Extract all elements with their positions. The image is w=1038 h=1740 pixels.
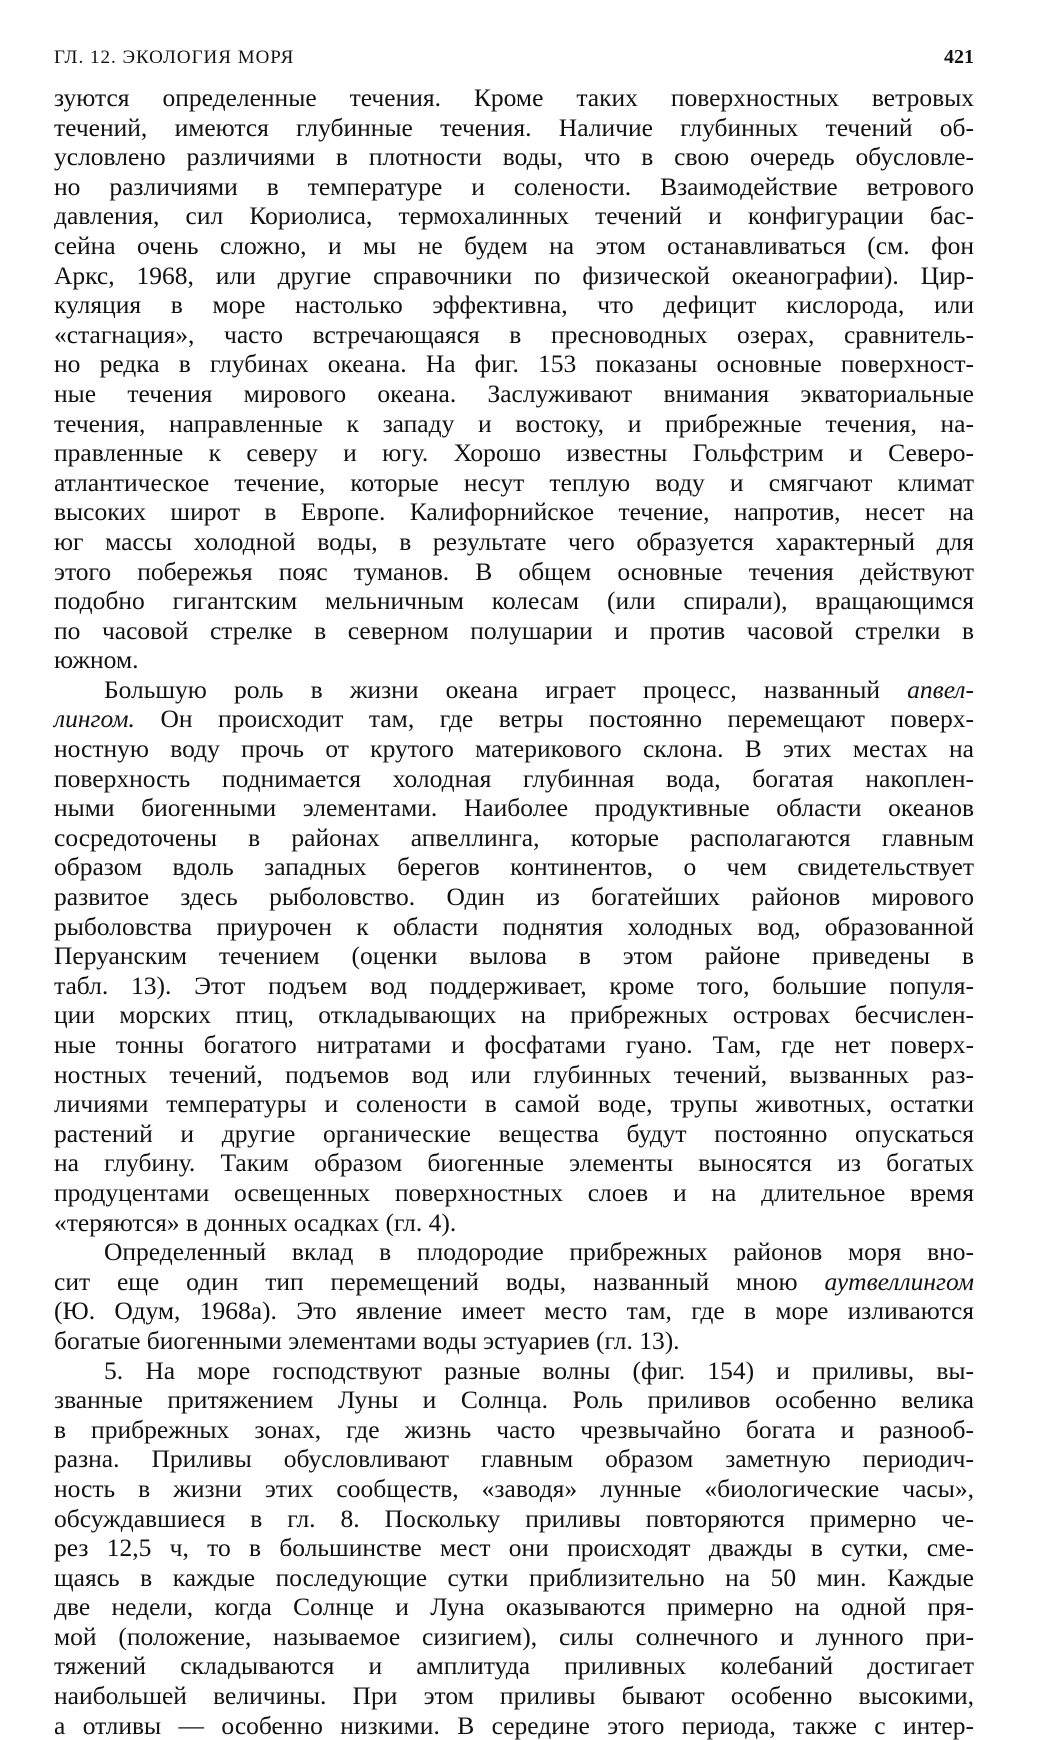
line-text: наибольшей величины. При этом приливы бывают особенно высокими, (54, 1681, 974, 1711)
page-number: 421 (944, 46, 974, 68)
text-line (54, 1651, 974, 1681)
text-line (54, 438, 974, 468)
line-text: тяжений складываются и амплитуда приливных колебаний достигает (54, 1651, 974, 1681)
line-text: на глубину. Таким образом биогенные элементы выносятся из богатых (54, 1148, 974, 1178)
line-text: сосредоточены в районах апвеллинга, которые располагаются главным (54, 822, 974, 852)
text-line (54, 734, 974, 764)
line-text: этого побережья пояс туманов. В общем основные течения действуют (54, 556, 974, 586)
text-line (54, 320, 974, 350)
body-text (54, 83, 974, 1740)
text-line (54, 1681, 974, 1711)
text-line (54, 941, 974, 971)
text-line (54, 645, 974, 675)
text-line (54, 1089, 974, 1119)
text-line (54, 527, 974, 557)
line-text: юг массы холодной воды, в результате чего образуется характерный для (54, 526, 974, 556)
line-text: табл. 13). Этот подъем вод поддерживает, кроме того, большие популя- (54, 970, 974, 1000)
line-text: развитое здесь рыболовство. Один из богатейших районов мирового (54, 882, 974, 912)
line-text: 5. На море господствуют разные волны (фиг. 154) и приливы, вы- (104, 1355, 974, 1385)
line-text: сит еще один тип перемещений воды, названный мною (54, 1266, 825, 1296)
text-line (54, 1178, 974, 1208)
book-page (54, 46, 974, 1740)
italic-term: апвел- (907, 674, 974, 704)
text-line (54, 497, 974, 527)
text-line (54, 1119, 974, 1149)
line-text: Аркс, 1968, или другие справочники по физической океанографии). Цир- (54, 260, 974, 290)
line-text: поверхность поднимается холодная глубинная вода, богатая накоплен- (54, 763, 974, 793)
text-line (54, 113, 974, 143)
line-text: мой (положение, называемое сизигием), силы солнечного и лунного при- (54, 1621, 974, 1651)
line-text: ными биогенными элементами. Наиболее продуктивные области океанов (54, 793, 974, 823)
line-text: атлантическое течение, которые несут теплую воду и смягчают климат (54, 467, 974, 497)
line-text: «теряются» в донных осадках (гл. 4). (54, 1207, 457, 1237)
text-line (54, 83, 974, 113)
line-text: высоких широт в Европе. Калифорнийское течение, напротив, несет на (54, 497, 974, 527)
line-text: а отливы — особенно низкими. В середине этого периода, также с интер- (54, 1710, 974, 1740)
line-text: давления, сил Кориолиса, термохалинных течений и конфигурации бас- (54, 201, 974, 231)
text-line (54, 1356, 974, 1386)
text-line (54, 172, 974, 202)
text-line (54, 882, 974, 912)
line-text: куляция в море настолько эффективна, что дефицит кислорода, или (54, 290, 974, 320)
text-line (54, 1060, 974, 1090)
text-line (54, 1326, 974, 1356)
text-line (54, 409, 974, 439)
text-line (54, 1563, 974, 1593)
text-line (54, 261, 974, 291)
line-text: ные тонны богатого нитратами и фосфатами гуано. Там, где нет поверх- (54, 1030, 974, 1059)
text-line (54, 793, 974, 823)
text-line (54, 557, 974, 587)
italic-term: аутвеллингом (824, 1266, 974, 1296)
text-line (54, 971, 974, 1001)
text-line (54, 1444, 974, 1474)
line-text: ные течения мирового океана. Заслуживают внимания экваториальные (54, 378, 974, 408)
line-text: подобно гигантским мельничным колесам (или спирали), вращающимся (54, 586, 974, 616)
text-line (54, 1000, 974, 1030)
text-line (54, 1415, 974, 1445)
line-text: ностную воду прочь от крутого материкового склона. В этих местах на (54, 734, 974, 764)
text-line (54, 1711, 974, 1740)
text-line (54, 852, 974, 882)
text-line (54, 1592, 974, 1622)
text-line (54, 1208, 974, 1238)
text-line (54, 379, 974, 409)
line-text: но редка в глубинах океана. На фиг. 153 показаны основные поверхност- (54, 349, 974, 379)
text-line (54, 1148, 974, 1178)
line-text: зуются определенные течения. Кроме таких поверхностных ветровых (54, 83, 974, 112)
text-line (54, 1533, 974, 1563)
line-text: южном. (54, 645, 139, 675)
running-title: ГЛ. 12. ЭКОЛОГИЯ МОРЯ (54, 47, 295, 68)
text-line (54, 201, 974, 231)
line-text: Большую роль в жизни океана играет процесс, названный (104, 674, 908, 704)
text-line (54, 586, 974, 616)
line-text: растений и другие органические вещества будут постоянно опускаться (54, 1118, 974, 1148)
line-text: течения, направленные к западу и востоку, и прибрежные течения, на- (54, 408, 974, 438)
line-text: течений, имеются глубинные течения. Наличие глубинных течений об- (54, 112, 974, 142)
text-line (54, 764, 974, 794)
line-text: Он происходит там, где ветры постоянно перемещают поверх- (134, 704, 974, 734)
text-line (54, 1296, 974, 1326)
text-line (54, 231, 974, 261)
text-line (54, 1474, 974, 1504)
text-line (54, 1504, 974, 1534)
line-text: две недели, когда Солнце и Луна оказываются примерно на одной пря- (54, 1592, 974, 1622)
text-line (54, 290, 974, 320)
text-line (54, 468, 974, 498)
line-text: разна. Приливы обусловливают главным образом заметную периодич- (54, 1444, 974, 1474)
text-line (54, 823, 974, 853)
line-text: Определенный вклад в плодородие прибрежных районов моря вно- (104, 1237, 974, 1267)
text-line (54, 616, 974, 646)
line-text: в прибрежных зонах, где жизнь часто чрезвычайно богата и разнооб- (54, 1414, 974, 1444)
line-text: сейна очень сложно, и мы не будем на этом останавливаться (см. фон (54, 230, 974, 260)
line-text: личиями температуры и солености в самой воде, трупы животных, остатки (54, 1089, 974, 1119)
line-text: образом вдоль западных берегов континентов, о чем свидетельствует (54, 852, 974, 882)
italic-term: лингом. (54, 704, 135, 734)
text-line (54, 1267, 974, 1297)
line-text: званные притяжением Луны и Солнца. Роль приливов особенно велика (54, 1385, 974, 1415)
text-line (54, 1237, 974, 1267)
line-text: ность в жизни этих сообществ, «заводя» лунные «биологические часы», (54, 1473, 974, 1503)
line-text: «стагнация», часто встречающаяся в пресноводных озерах, сравнитель- (54, 319, 974, 349)
text-line (54, 349, 974, 379)
line-text: Перуанским течением (оценки вылова в этом районе приведены в (54, 941, 974, 971)
line-text: богатые биогенными элементами воды эстуариев (гл. 13). (54, 1325, 680, 1355)
text-line (54, 1622, 974, 1652)
text-line (54, 1030, 974, 1060)
line-text: ностных течений, подъемов вод или глубинных течений, вызванных раз- (54, 1059, 974, 1089)
line-text: по часовой стрелке в северном полушарии и против часовой стрелки в (54, 615, 974, 645)
text-line (54, 142, 974, 172)
line-text: ции морских птиц, откладывающих на прибрежных островах бесчислен- (54, 1000, 974, 1030)
text-line (54, 912, 974, 942)
line-text: обсуждавшиеся в гл. 8. Поскольку приливы повторяются примерно че- (54, 1503, 974, 1533)
line-text: рез 12,5 ч, то в большинстве мест они происходят дважды в сутки, сме- (54, 1533, 974, 1563)
line-text: правленные к северу и югу. Хорошо известны Гольфстрим и Северо- (54, 438, 974, 468)
text-line (54, 675, 974, 705)
running-header (54, 46, 974, 69)
line-text: щаясь в каждые последующие сутки приблизительно на 50 мин. Каждые (54, 1562, 974, 1592)
line-text: но различиями в температуре и солености. Взаимодействие ветрового (54, 171, 974, 201)
line-text: продуцентами освещенных поверхностных слоев и на длительное время (54, 1177, 974, 1207)
line-text: рыболовства приурочен к области поднятия холодных вод, образованной (54, 911, 974, 941)
line-text: (Ю. Одум, 1968а). Это явление имеет место там, где в море изливаются (54, 1296, 974, 1326)
text-line (54, 1385, 974, 1415)
line-text: условлено различиями в плотности воды, что в свою очередь обусловле- (54, 142, 974, 172)
text-line (54, 704, 974, 734)
